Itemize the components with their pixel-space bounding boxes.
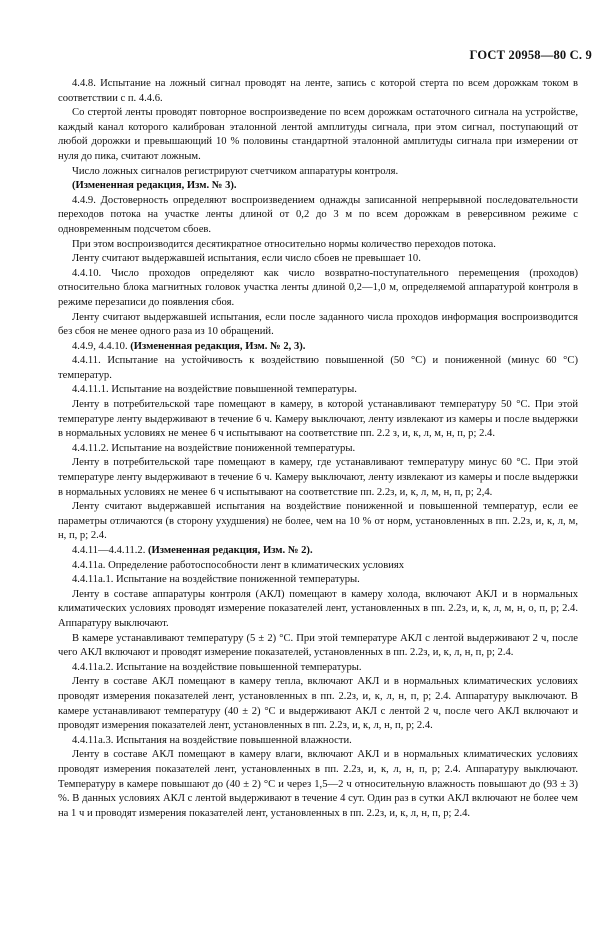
paragraph: 4.4.10. Число проходов определяют как число возвратно-поступательного перемещения (проходов) относительно блока магнитных головок участка ленты длиной 0,2—1,0 м, определяемой аппаратурой контроля в режиме перезаписи до появления сбоя.: [58, 267, 578, 308]
paragraph: В камере устанавливают температуру (5 ± 2) °С. При этой температуре АКЛ с лентой выдерживают 2 ч, после чего АКЛ включают и проводят измерение показателей, установленных в пп. 2.2з, и, к, л, н, п, р; 2.4.: [58, 632, 578, 659]
paragraph: Ленту в составе аппаратуры контроля (АКЛ) помещают в камеру холода, включают АКЛ и в нормальных климатических условиях проводят измерение показателей лент, установленных в пп. 2.2з, и, к, л, м, н, о, п, р; 2.4. Аппаратуру выключают.: [58, 588, 578, 629]
paragraph: Ленту в потребительской таре помещают в камеру, где устанавливают температуру минус 60 °С. При этой температуре ленту выдерживают в течение 6 ч. Камеру выключают, ленту извлекают из камеры и после выдержки в нормальных условиях не менее 6 ч испытывают на соответствие пп. 2.2з, и, к, л, м, н, п, р; 2,4.: [58, 457, 578, 498]
paragraph: Ленту в составе АКЛ помещают в камеру влаги, включают АКЛ и в нормальных климатических условиях проводят измерения показателей лент, установленных в пп. 2.2з, и, к, л, н, п, р; 2.4. Аппаратуру выключают. Температуру в камере повышают до (40 ± 2) °С и через 1,5—2 ч относительную влажность повышают до (93 ± 3) %. В данных условиях АКЛ с лентой выдерживают в течение 4 сут. Один раз в сутки АКЛ включают не более чем на 1 ч и проводят измерения показателей лент, установленных в пп. 2.2з, и, к, л, н, п, р; 2.4.: [58, 749, 578, 819]
paragraph: 4.4.11. Испытание на устойчивость к воздействию повышенной (50 °С) и пониженной (минус 60 °С) температур.: [58, 355, 578, 381]
paragraph: 4.4.11.2. Испытание на воздействие пониженной температуры.: [72, 442, 356, 454]
paragraph: При этом воспроизводится десятикратное относительно нормы количество переходов потока.: [72, 238, 496, 250]
paragraph: 4.4.8. Испытание на ложный сигнал проводят на ленте, запись с которой стерта по всем дорожкам током в соответствии с п. 4.4.6.: [58, 78, 578, 104]
paragraph: 4.4.11а.3. Испытания на воздействие повышенной влажности.: [72, 734, 352, 746]
paragraph: Ленту в составе АКЛ помещают в камеру тепла, включают АКЛ и в нормальных климатических условиях проводят измерения показателей лент, установленных в пп. 2.2з, и, к, л, н, п, р; 2.4. Аппаратуру выключают. В камере устанавливают температуру (40 ± 2) °С и выдерживают АКЛ с лентой 2 ч, после чего АКЛ включают и проводят измерения показателей лент, установленных в пп. 2.2з, и, к, л, н, п, р; 2.4.: [58, 676, 578, 732]
paragraph: Ленту считают выдержавшей испытания на воздействие пониженной и повышенной температур, если ее параметры отличаются (в сторону ухудшения) не более, чем на 10 % от норм, установленных в пп. 2.2з, и, к, л, м, н, п, р; 2.4.: [58, 501, 578, 542]
paragraph: Со стертой ленты проводят повторное воспроизведение по всем дорожкам остаточного сигнала на устройстве, каждый канал которого калиброван эталонной лентой амплитуды сигнала, при этом сигнал, поступающий от любой дорожки и превышающий 10 % половины стандартной эталонной амплитуды сигнала при измерении от нуля до пика, считают ложным.: [58, 107, 578, 162]
paragraph: 4.4.11.1. Испытание на воздействие повышенной температуры.: [72, 384, 357, 396]
paragraph: Ленту считают выдержавшей испытания, если число сбоев не превышает 10.: [72, 253, 421, 265]
page-header: ГОСТ 20958—80 С. 9: [469, 48, 592, 62]
paragraph: 4.4.11а.1. Испытание на воздействие пониженной температуры.: [72, 574, 360, 586]
paragraph: 4.4.9. Достоверность определяют воспроизведением однажды записанной непрерывной последовательности переходов потока на участке ленты длиной от 0,2 до 3 м по всем дорожкам в реверсивном режиме с одновременным подсчетом сбоев.: [58, 194, 578, 235]
paragraph: Ленту считают выдержавшей испытания, если после заданного числа проходов информация воспроизводится без сбоя не менее одного раза из 10 обращений.: [58, 311, 578, 338]
amendment-note: 4.4.11—4.4.11.2. (Измененная редакция, Изм. № 2).: [72, 545, 313, 556]
document-body: [58, 77, 578, 821]
paragraph: 4.4.11а. Определение работоспособности лент в климатических условиях: [72, 559, 405, 571]
paragraph: Ленту в потребительской таре помещают в камеру, в которой устанавливают температуру 50 °С. При этой температуре ленту выдерживают в течение 6 ч. Камеру выключают, ленту извлекают из камеры и после выдержки в нормальных условиях не менее 6 ч испытывают на соответствие пп. 2.2 з, и, к, л, м, н, п, р; 2.4.: [58, 399, 578, 440]
paragraph: Число ложных сигналов регистрируют счетчиком аппаратуры контроля.: [72, 165, 399, 177]
amendment-note: (Измененная редакция, Изм. № 3).: [72, 180, 237, 192]
paragraph: 4.4.11а.2. Испытание на воздействие повышенной температуры.: [72, 661, 362, 673]
amendment-note: 4.4.9, 4.4.10. (Измененная редакция, Изм. № 2, 3).: [72, 340, 306, 352]
